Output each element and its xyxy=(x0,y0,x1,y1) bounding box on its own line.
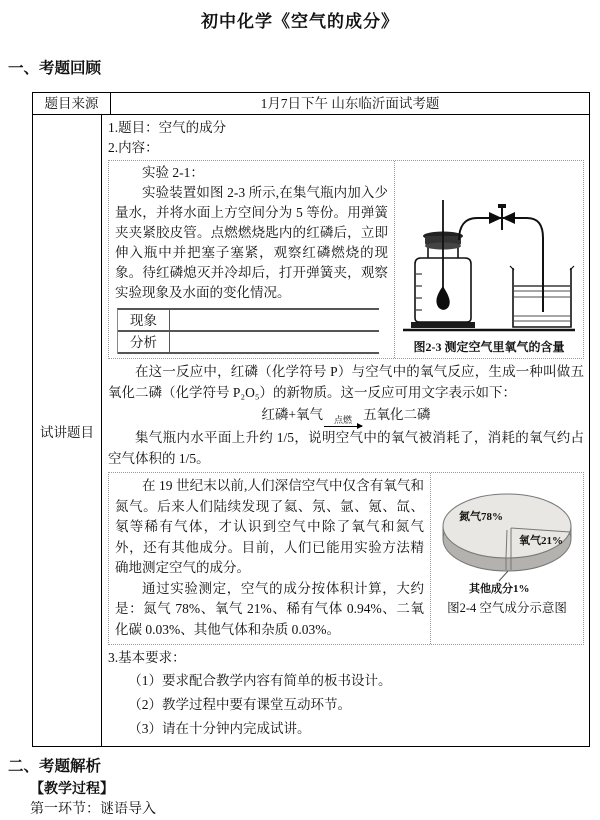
conclusion-paragraph: 集气瓶内水平面上升约 1/5，说明空气中的氧气被消耗了，消耗的氧气约占空气体积的 1/5。 xyxy=(108,430,584,466)
equation-product: 五氧化二磷 xyxy=(363,407,431,422)
reaction-condition: 点燃 xyxy=(334,415,353,425)
reaction-arrow-icon xyxy=(324,415,362,427)
equation-reactants: 红磷+氧气 xyxy=(261,407,324,422)
table-row xyxy=(118,310,379,332)
content-item-body: 2.内容： xyxy=(108,140,159,155)
requirements-title: 3.基本要求： xyxy=(108,650,186,665)
phenomenon-value xyxy=(170,310,379,330)
word-equation xyxy=(108,403,584,427)
pie-label-oxygen: 氧气21% xyxy=(519,535,563,547)
apparatus-figure xyxy=(395,161,583,358)
section-heading-review: 一、考题回顾 xyxy=(8,60,102,77)
teaching-step-1: 第一环节：谜语导入 xyxy=(30,802,156,817)
experiment-box xyxy=(108,160,584,359)
requirement-item-3: （3）请在十分钟内完成试讲。 xyxy=(128,721,311,736)
table-row-source xyxy=(33,93,589,115)
teaching-process-heading: 【教学过程】 xyxy=(30,782,114,797)
analysis-value xyxy=(170,332,379,352)
table-row-lecture xyxy=(33,115,589,746)
history-paragraph-2: 通过实验测定，空气的成分按体积计算，大约是：氮气 78%、氧气 21%、稀有气体 0.94%、二氧化碳 0.03%、其他气体和杂质 0.03%。 xyxy=(115,580,424,637)
pie-figure xyxy=(431,473,583,644)
phenomenon-label: 现象 xyxy=(118,310,170,330)
observation-table xyxy=(117,308,379,354)
apparatus-diagram xyxy=(401,194,577,336)
page-title: 初中化学《空气的成分》 xyxy=(201,12,399,31)
experiment-text xyxy=(109,161,395,358)
history-paragraph-1: 在 19 世纪末以前,人们深信空气中仅含有氧气和氮气。后来人们陆续发现了氦、氖、氩、氪、氙、氡等稀有气体，才认识到空气中除了氧气和氮气外，还有其他成分。目前，人们已能用实验方法精确地测定空气的成分。 xyxy=(115,478,424,575)
history-text xyxy=(109,473,431,644)
experiment-description: 实验装置如图 2-3 所示,在集气瓶内加入少量水，并将水面上方空间分为 5 等份。用弹簧夹夹紧胶皮管。点燃燃烧匙内的红磷后，立即伸入瓶中并把塞子塞紧，观察红磷燃烧的现象。待红磷熄灭并冷却后，打开弹簧夹，观察实验现象及水面的变化情况。 xyxy=(115,185,388,300)
question-table xyxy=(32,92,590,747)
lecture-content-cell xyxy=(102,115,589,746)
source-value-cell: 1月7日下午 山东临沂面试考题 xyxy=(260,96,440,111)
air-composition-pie-chart xyxy=(431,478,583,594)
analysis-label: 分析 xyxy=(118,332,170,352)
lecture-label-cell: 试讲题目 xyxy=(33,115,102,746)
pie-label-other: 其他成分1% xyxy=(469,583,530,594)
pie-label-nitrogen: 氮气78% xyxy=(459,511,503,523)
pie-figure-caption: 图2-4 空气成分示意图 xyxy=(447,601,567,615)
source-label-cell: 题目来源 xyxy=(33,93,111,114)
requirement-item-1: （1）要求配合教学内容有简单的板书设计。 xyxy=(128,673,392,688)
section-heading-analysis: 二、考题解析 xyxy=(8,758,102,775)
table-row xyxy=(118,332,379,354)
requirement-item-2: （2）教学过程中要有课堂互动环节。 xyxy=(128,697,351,712)
history-box xyxy=(108,472,584,645)
experiment-title: 实验 2-1： xyxy=(142,165,204,180)
content-item-title: 1.题目：空气的成分 xyxy=(108,120,227,135)
apparatus-figure-caption: 图2-3 测定空气里氧气的含量 xyxy=(413,340,565,354)
reaction-paragraph: 在这一反应中，红磷（化学符号 P）与空气中的氧气反应，生成一种叫做五氧化二磷（化学符号 P₂O₅）的新物质。这一反应可用文字表示如下： xyxy=(108,364,584,400)
